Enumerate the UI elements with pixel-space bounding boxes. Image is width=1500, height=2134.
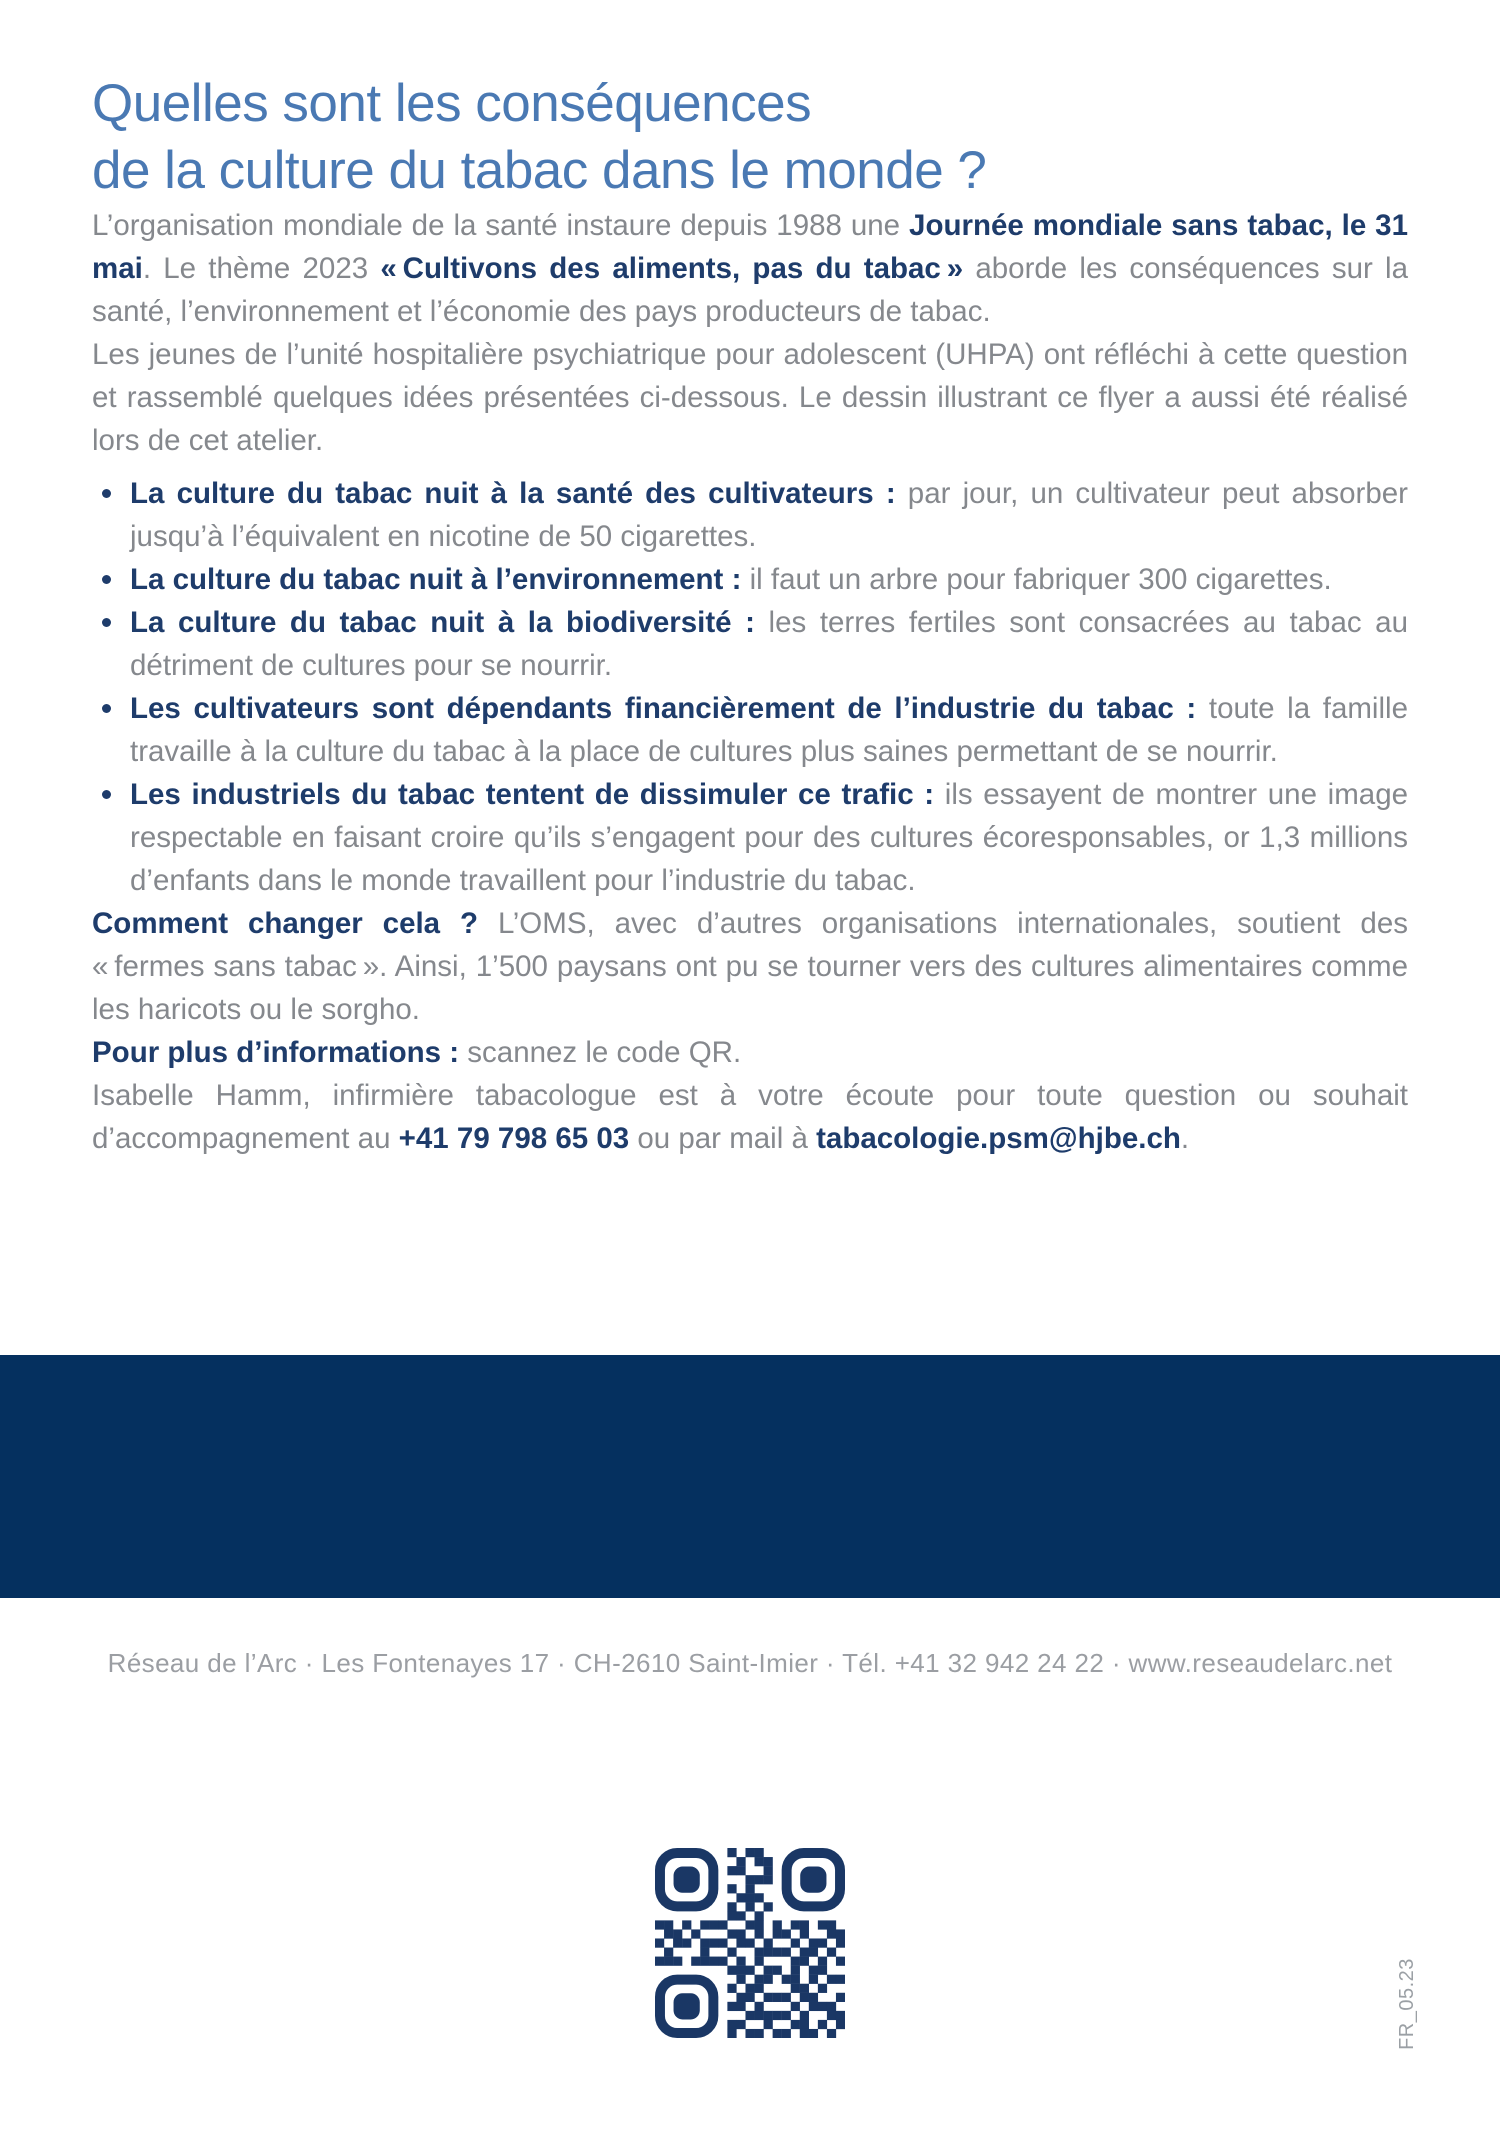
list-item-industry (92, 773, 1408, 902)
list-item-health-title: La culture du tabac nuit à la santé des cultivateurs : (130, 477, 896, 510)
contact-paragraph (92, 1074, 1408, 1160)
list-item-health-text: par jour, un cultivateur peut absorber jusqu’à l’équivalent en nicotine de 50 cigarettes. (130, 477, 1408, 553)
page-title-line1: Quelles sont les conséquences (92, 74, 812, 133)
intro-paragraph (92, 204, 1408, 333)
page-title (92, 0, 1408, 204)
solution-title: Comment changer cela ? (92, 907, 479, 940)
theme-2023-highlight: « Cultivons des aliments, pas du tabac » (380, 252, 964, 285)
intro-text-end: aborde les conséquences sur la santé, l’environnement et l’économie des pays producteurs de tabac. (92, 252, 1408, 328)
list-item-industry-text: ils essayent de montrer une image respectable en faisant croire qu’ils s’engagent pour des cultures écoresponsables, or 1,3 millions d’enfants dans le monde travaillent pour l’industrie du tabac. (130, 778, 1409, 897)
list-item-health (92, 472, 1408, 558)
list-item-biodiversity-title: La culture du tabac nuit à la biodiversité : (130, 606, 755, 639)
list-item-dependency-title: Les cultivateurs sont dépendants financièrement de l’industrie du tabac : (130, 692, 1197, 725)
qr-code-icon (655, 1848, 845, 2038)
list-item-environment-title: La culture du tabac nuit à l’environnement : (130, 563, 742, 596)
consequences-list (92, 472, 1408, 902)
info-text: scannez le code QR. (459, 1036, 742, 1069)
info-paragraph (92, 1031, 1408, 1074)
phone-number: +41 79 798 65 03 (398, 1122, 630, 1155)
qr-code-graphic (655, 1848, 845, 2038)
contact-text-end: . (1180, 1122, 1190, 1155)
version-code: FR_05.23 (1396, 1958, 1418, 2050)
list-item-dependency (92, 687, 1408, 773)
world-no-tobacco-day-highlight: Journée mondiale sans tabac, le 31 mai (92, 209, 1408, 285)
intro-text: L’organisation mondiale de la santé instaure depuis 1988 une (92, 209, 910, 242)
list-item-biodiversity-text: les terres fertiles sont consacrées au tabac au détriment de cultures pour se nourrir. (130, 606, 1408, 682)
list-item-dependency-text: toute la famille travaille à la culture du tabac à la place de cultures plus saines permettant de se nourrir. (130, 692, 1408, 768)
contact-text: Isabelle Hamm, infirmière tabacologue est à votre écoute pour toute question ou souhait d’accompagnement au (92, 1079, 1408, 1155)
page-title-line2: de la culture du tabac dans le monde ? (92, 141, 987, 200)
contact-text-mid: ou par mail à (629, 1122, 817, 1155)
email-address: tabacologie.psm@hjbe.ch (816, 1122, 1181, 1155)
footer-address: Réseau de l’Arc · Les Fontenayes 17 · CH-2610 Saint-Imier · Tél. +41 32 942 24 22 · www.reseaudelarc.net (107, 1648, 1393, 1678)
info-title: Pour plus d’informations : (92, 1036, 460, 1069)
list-item-biodiversity (92, 601, 1408, 687)
solution-paragraph (92, 902, 1408, 1031)
list-item-environment-text: il faut un arbre pour fabriquer 300 cigarettes. (741, 563, 1332, 596)
solution-text: L’OMS, avec d’autres organisations internationales, soutient des « fermes sans tabac ». Ainsi, 1’500 paysans ont pu se tourner vers des cultures alimentaires comme les haricots ou le sorgho. (92, 907, 1408, 1026)
workshop-paragraph: Les jeunes de l’unité hospitalière psychiatrique pour adolescent (UHPA) ont réfléchi à cette question et rassemblé quelques idées présentées ci-dessous. Le dessin illustrant ce flyer a aussi été réalisé lors de cet atelier. (92, 338, 1408, 457)
intro-text-mid: . Le thème 2023 (142, 252, 381, 285)
list-item-industry-title: Les industriels du tabac tentent de dissimuler ce trafic : (130, 778, 935, 811)
navy-banner (0, 1355, 1500, 1598)
list-item-environment (92, 558, 1408, 601)
